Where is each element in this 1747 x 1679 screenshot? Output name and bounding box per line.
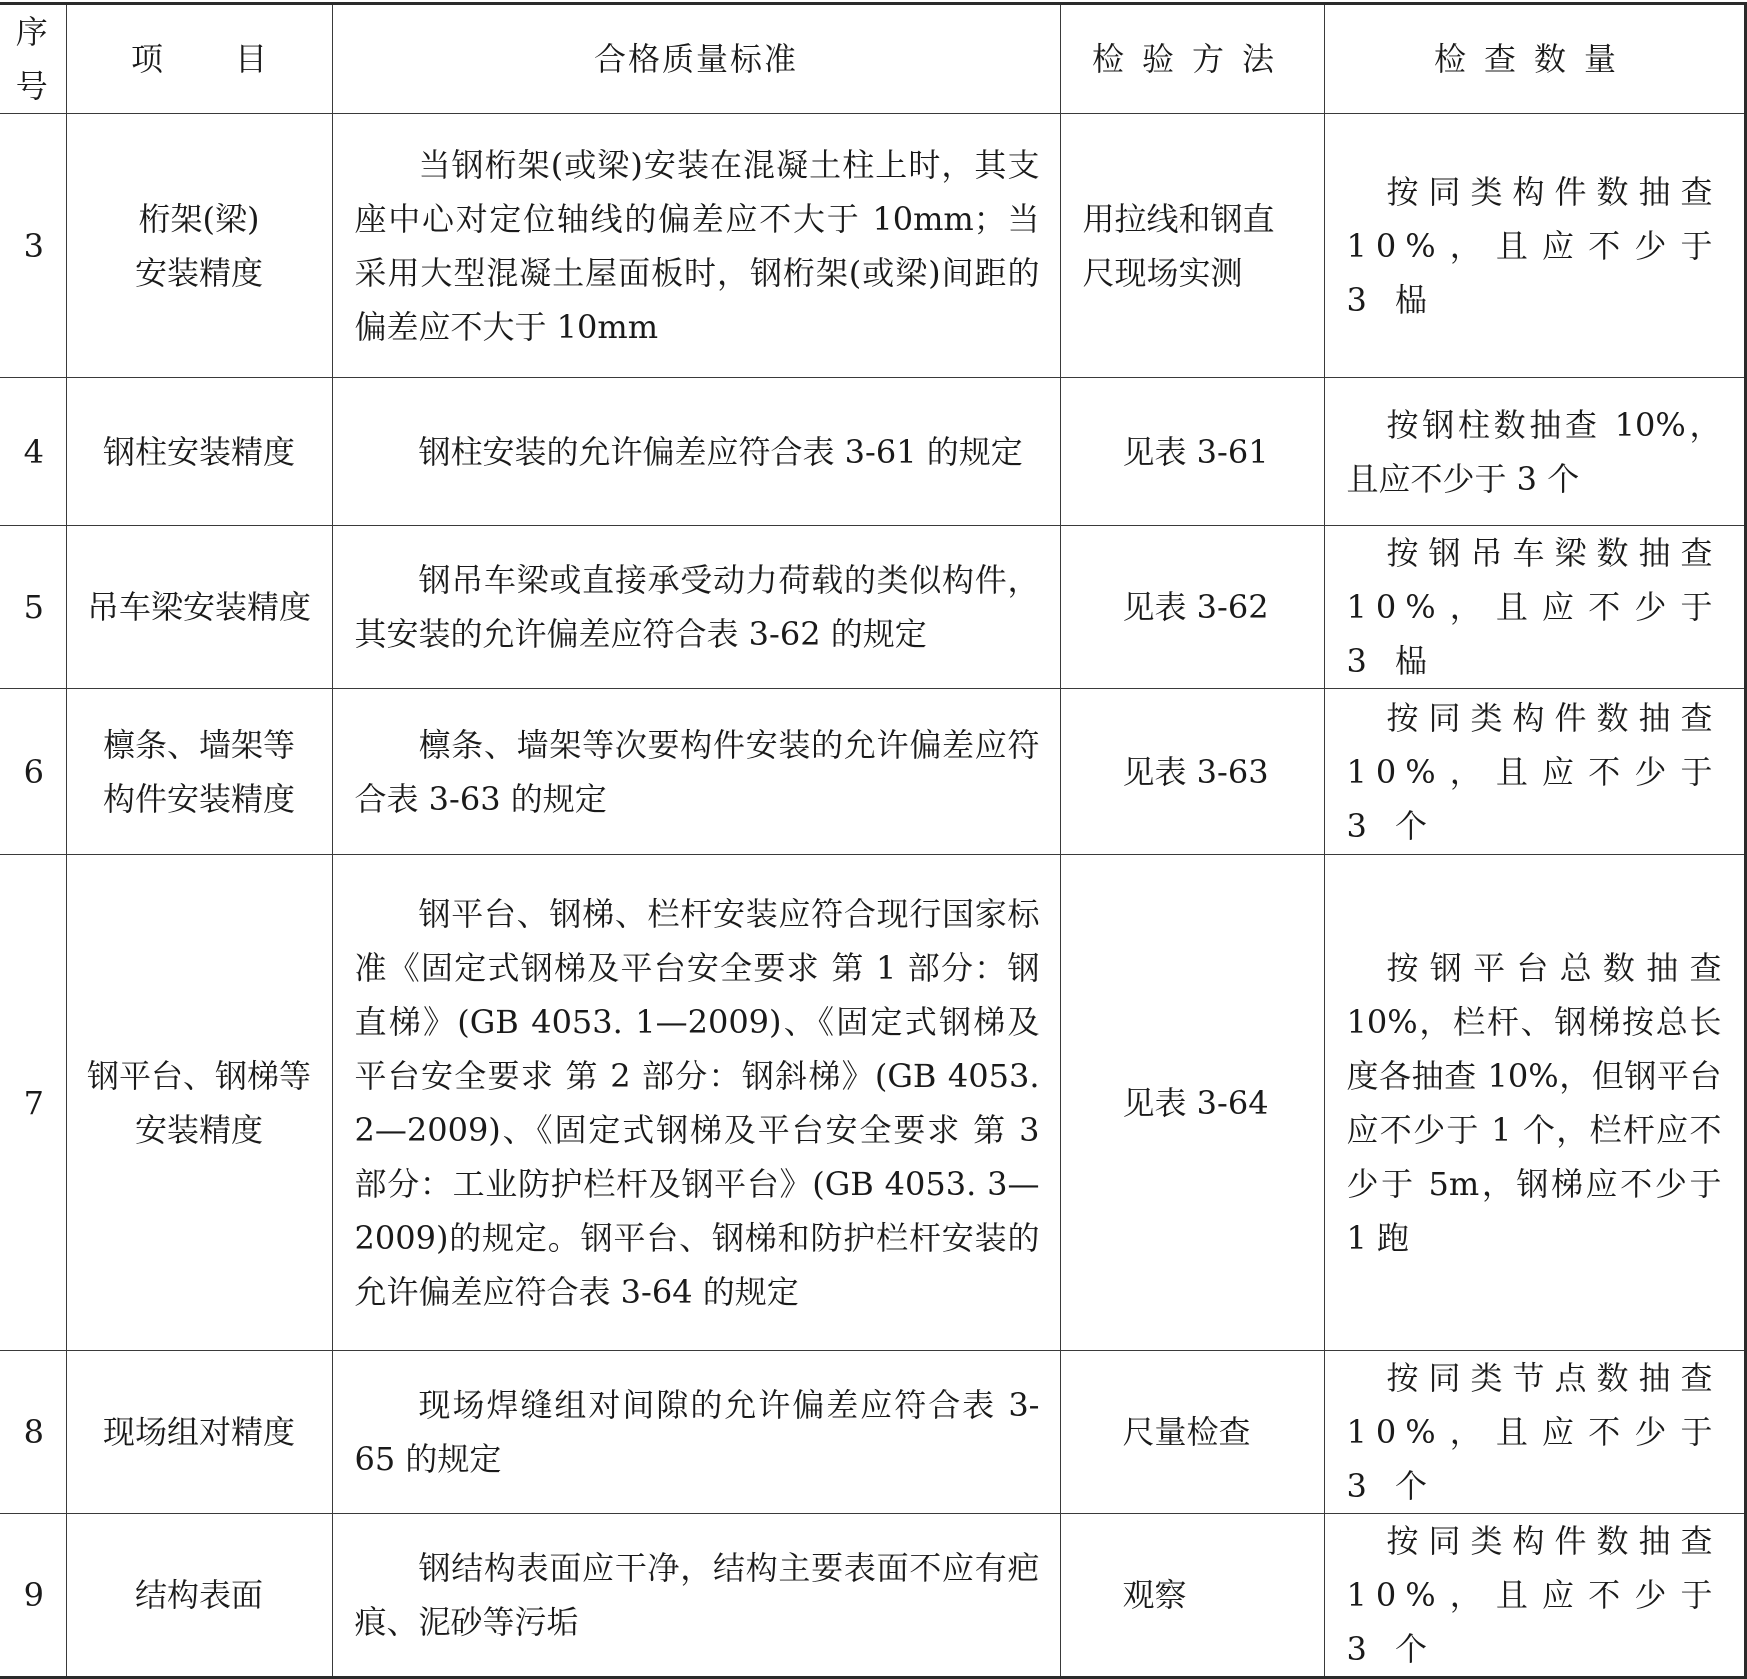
- row-method: 见表 3-61: [1060, 378, 1324, 526]
- row-count-text: 按钢平台总数抽查 10%，栏杆、钢梯按总长度各抽查 10%，但钢平台应不少于 1 个，栏杆应不少于 5m，钢梯应不少于 1 跑: [1346, 948, 1722, 1257]
- row-standard: [332, 1514, 1060, 1678]
- row-count: [1324, 1514, 1745, 1678]
- row-standard-text: 钢结构表面应干净，结构主要表面不应有疤痕、泥砂等污垢: [354, 1549, 1040, 1641]
- row-count: [1324, 689, 1745, 855]
- row-item-line2: 安装精度: [134, 253, 263, 292]
- row-count: [1324, 1351, 1745, 1514]
- row-no: 4: [0, 378, 66, 526]
- row-item-line1: 现场组对精度: [102, 1413, 295, 1451]
- table-row: [0, 855, 1745, 1351]
- row-standard: [332, 114, 1060, 378]
- table-row: [0, 1351, 1745, 1514]
- row-item-line1: 结构表面: [134, 1576, 263, 1614]
- header-count: 检查数量: [1324, 4, 1745, 114]
- row-item: [66, 1514, 332, 1678]
- row-count: [1324, 855, 1745, 1351]
- row-count-text: 按同类节点数抽查 10%，且应不少于 3 个: [1346, 1359, 1722, 1505]
- row-method: 用拉线和钢直尺现场实测: [1060, 114, 1324, 378]
- header-method: 检验方法: [1060, 4, 1324, 114]
- row-count: [1324, 526, 1745, 689]
- row-item-line1: 钢平台、钢梯等: [86, 1056, 311, 1095]
- row-method: 见表 3-62: [1060, 526, 1324, 689]
- row-standard-text: 檩条、墙架等次要构件安装的允许偏差应符合表 3-63 的规定: [354, 725, 1040, 818]
- row-method: 见表 3-64: [1060, 855, 1324, 1351]
- header-no: 序号: [0, 4, 66, 114]
- row-standard-text: 现场焊缝组对间隙的允许偏差应符合表 3-65 的规定: [354, 1386, 1040, 1478]
- row-no: 8: [0, 1351, 66, 1514]
- header-row: [0, 4, 1745, 114]
- row-item-line2: 构件安装精度: [102, 779, 295, 818]
- row-count-text: 按同类构件数抽查 10%，且应不少于 3 榀: [1346, 172, 1722, 319]
- row-standard: [332, 689, 1060, 855]
- row-standard-text: 钢平台、钢梯、栏杆安装应符合现行国家标准《固定式钢梯及平台安全要求 第 1 部分：钢直梯》(GB 4053. 1—2009)、《固定式钢梯及平台安全要求 第 2 部分：钢斜梯》(GB 4053. 2—2009)、《固定式钢梯及平台安全要求 第 3 部分：工业防护栏杆及钢平台》(GB 4053. 3—2009)的规定。钢平台、钢梯和防护栏杆安装的允许偏差应符合表 3-64 的规定: [354, 894, 1040, 1311]
- row-method: 观察: [1060, 1514, 1324, 1678]
- row-count: [1324, 378, 1745, 526]
- row-standard: [332, 378, 1060, 526]
- row-no: 6: [0, 689, 66, 855]
- table-row: [0, 1514, 1745, 1678]
- table-row: [0, 378, 1745, 526]
- quality-standard-table: [0, 2, 1747, 1679]
- row-method: 见表 3-63: [1060, 689, 1324, 855]
- row-item: [66, 1351, 332, 1514]
- row-count-text: 按同类构件数抽查 10%，且应不少于 3 个: [1346, 698, 1722, 845]
- row-no: 7: [0, 855, 66, 1351]
- row-no: 3: [0, 114, 66, 378]
- table-row: [0, 114, 1745, 378]
- row-item: [66, 526, 332, 689]
- table-row: [0, 689, 1745, 855]
- row-item: [66, 378, 332, 526]
- table-row: [0, 526, 1745, 689]
- header-standard: 合格质量标准: [332, 4, 1060, 114]
- row-standard-text: 钢吊车梁或直接承受动力荷载的类似构件，其安装的允许偏差应符合表 3-62 的规定: [354, 561, 1040, 653]
- row-standard: [332, 526, 1060, 689]
- row-count-text: 按钢吊车梁数抽查 10%，且应不少于 3 榀: [1346, 534, 1722, 680]
- row-no: 5: [0, 526, 66, 689]
- row-count: [1324, 114, 1745, 378]
- header-item-part-a: 项: [130, 40, 163, 78]
- row-count-text: 按钢柱数抽查 10%，且应不少于 3 个: [1346, 405, 1722, 498]
- row-item-line1: 檩条、墙架等: [102, 725, 295, 764]
- row-item-line1: 钢柱安装精度: [102, 432, 295, 471]
- row-item: [66, 689, 332, 855]
- header-item: [66, 4, 332, 114]
- row-standard: [332, 855, 1060, 1351]
- row-no: 9: [0, 1514, 66, 1678]
- row-standard-text: 当钢桁架(或梁)安装在混凝土柱上时，其支座中心对定位轴线的偏差应不大于 10mm；当采用大型混凝土屋面板时，钢桁架(或梁)间距的偏差应不大于 10mm: [354, 145, 1040, 346]
- row-standard-text: 钢柱安装的允许偏差应符合表 3-61 的规定: [418, 432, 1023, 471]
- row-method: 尺量检查: [1060, 1351, 1324, 1514]
- row-item-line1: 吊车梁安装精度: [86, 588, 311, 626]
- row-item-line2: 安装精度: [134, 1110, 263, 1149]
- row-item: [66, 855, 332, 1351]
- row-item-line1: 桁架(梁): [138, 199, 260, 238]
- header-item-part-b: 目: [235, 40, 268, 78]
- row-count-text: 按同类构件数抽查 10%，且应不少于 3 个: [1346, 1522, 1722, 1668]
- row-standard: [332, 1351, 1060, 1514]
- row-item: [66, 114, 332, 378]
